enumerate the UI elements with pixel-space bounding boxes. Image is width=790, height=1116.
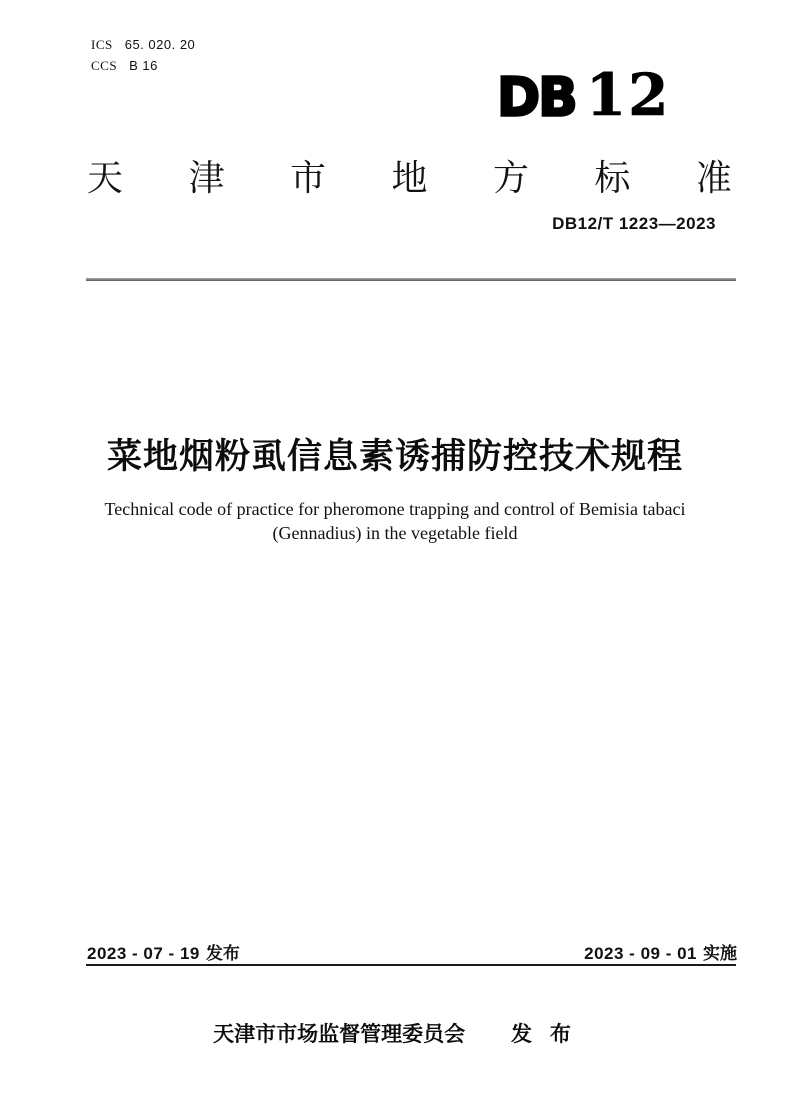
footer-rule (86, 964, 736, 966)
standard-name-char: 地 (391, 157, 428, 198)
classification-codes (91, 34, 195, 76)
standard-name-char: 天 (87, 157, 124, 198)
ics-code-row (91, 34, 195, 55)
main-title-en-line2: (Gennadius) in the vegetable field (272, 523, 518, 543)
main-title-en (0, 497, 790, 545)
implement-date-group (584, 939, 737, 964)
db-logo-region-number: 12 (585, 61, 671, 129)
header-rule (86, 278, 736, 281)
issue-date: 2023 - 07 - 19 (87, 944, 200, 963)
ccs-code-row (91, 55, 195, 76)
publish-label: 发 布 (511, 1023, 577, 1046)
ccs-value: B 16 (129, 58, 158, 73)
issue-date-label: 发布 (205, 944, 240, 963)
main-title-en-line1: Technical code of practice for pheromone trapping and control of Bemisia tabaci (104, 499, 686, 519)
document-number: DB12/T 1223—2023 (552, 214, 716, 233)
db12-logo (497, 61, 671, 129)
db-logo-prefix: DB (497, 67, 576, 129)
standard-name-char: 方 (492, 157, 529, 198)
implement-date-label: 实施 (703, 944, 737, 963)
publisher-line (0, 1018, 790, 1048)
standard-name-char: 标 (594, 157, 631, 198)
ics-value: 65. 020. 20 (124, 37, 196, 52)
publisher-name: 天津市市场监督管理委员会 (213, 1023, 466, 1046)
footer-dates (87, 939, 737, 964)
standard-name-char: 市 (289, 157, 326, 198)
ccs-label: CCS (91, 58, 118, 73)
standard-name-char: 准 (695, 157, 732, 198)
issue-date-group (87, 939, 240, 964)
implement-date: 2023 - 09 - 01 (584, 944, 697, 963)
main-title-zh: 菜地烟粉虱信息素诱捕防控技术规程 (106, 437, 683, 476)
standard-name-char: 津 (188, 157, 225, 198)
ics-label: ICS (91, 37, 113, 52)
standard-name-heading (87, 150, 732, 201)
